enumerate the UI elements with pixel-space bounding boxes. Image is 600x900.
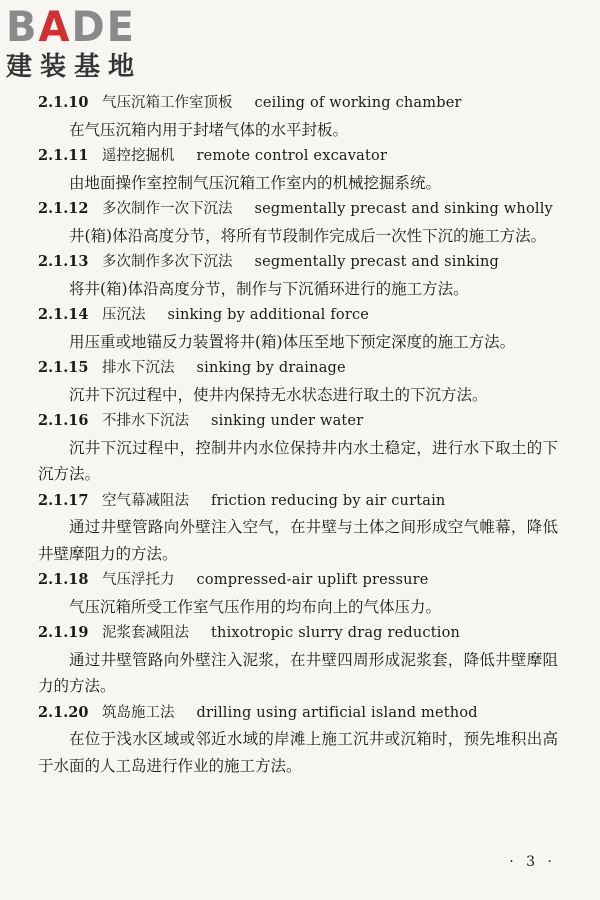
term-chinese: 遥控挖掘机 [102,148,175,164]
logo-subtitle: 建装基地 [6,52,143,82]
term-heading [38,143,558,170]
term-english: friction reducing by air curtain [211,492,446,509]
term-number: 2.1.10 [38,94,89,111]
term-chinese: 多次制作多次下沉法 [102,254,233,270]
term-heading [38,355,558,382]
term-entry [38,143,558,196]
term-definition: 气压沉箱所受工作室气压作用的均布向上的气体压力。 [69,597,442,616]
term-heading [38,488,558,515]
term-definition: 沉井下沉过程中，控制井内水位保持井内水土稳定，进行水下取土的下沉方法。 [38,438,558,483]
term-heading [38,620,558,647]
term-heading [38,249,558,276]
term-chinese: 气压浮托力 [102,572,175,588]
term-heading [38,302,558,329]
term-number: 2.1.11 [38,147,89,164]
term-number: 2.1.12 [38,200,89,217]
term-chinese: 压沉法 [102,307,146,323]
term-heading [38,567,558,594]
term-number: 2.1.13 [38,253,89,270]
term-number: 2.1.19 [38,624,89,641]
term-definition: 沉井下沉过程中，使井内保持无水状态进行取土的下沉方法。 [69,385,488,404]
term-english: thixotropic slurry drag reduction [211,625,461,641]
term-number: 2.1.15 [38,359,89,376]
term-definition: 由地面操作室控制气压沉箱工作室内的机械挖掘系统。 [69,173,442,192]
term-english: sinking by additional force [167,307,370,323]
term-definition: 将井(箱)体沿高度分节，制作与下沉循环进行的施工方法。 [69,279,469,298]
term-chinese: 气压沉箱工作室顶板 [102,95,233,111]
term-chinese: 空气幕减阻法 [102,492,189,509]
term-definition: 通过井壁管路向外壁注入空气，在井壁与土体之间形成空气帷幕，降低井壁摩阻力的方法。 [38,518,558,563]
bade-logo [6,4,176,86]
term-number: 2.1.16 [38,412,89,429]
term-english: segmentally precast and sinking wholly [254,201,553,217]
logo-wordmark: BADE [6,2,136,52]
page-number: · 3 · [509,854,556,870]
term-heading [38,196,558,223]
term-chinese: 多次制作一次下沉法 [102,201,233,217]
term-number: 2.1.20 [38,703,89,721]
term-chinese: 泥浆套减阻法 [102,625,189,641]
term-chinese: 排水下沉法 [102,360,175,376]
term-heading [38,90,558,117]
term-english: sinking under water [211,413,364,429]
term-chinese: 不排水下沉法 [102,413,189,429]
term-english: remote control excavator [196,148,388,164]
term-definition: 在气压沉箱内用于封堵气体的水平封板。 [69,120,349,139]
term-heading [38,700,558,727]
term-english: sinking by drainage [196,360,346,376]
term-entry [38,90,558,143]
term-definition: 用压重或地锚反力装置将井(箱)体压至地下预定深度的施工方法。 [69,332,516,351]
term-definition: 通过井壁管路向外壁注入泥浆，在井壁四周形成泥浆套，降低井壁摩阻力的方法。 [38,650,558,695]
term-number: 2.1.14 [38,306,89,323]
term-entry [38,302,558,355]
term-entry [38,620,558,700]
term-number: 2.1.17 [38,491,89,509]
term-entry [38,488,558,568]
term-english: ceiling of working chamber [254,95,462,111]
term-entry [38,408,558,488]
term-definition: 井(箱)体沿高度分节，将所有节段制作完成后一次性下沉的施工方法。 [69,226,547,245]
term-english: compressed-air uplift pressure [196,572,429,588]
term-definition: 在位于浅水区域或邻近水域的岸滩上施工沉井或沉箱时，预先堆积出高于水面的人工岛进行作业的施工方法。 [38,730,558,775]
term-english: drilling using artificial island method [196,704,478,721]
term-heading [38,408,558,435]
term-number: 2.1.18 [38,571,89,588]
term-entry [38,700,558,780]
document-body [38,90,558,779]
term-entry [38,196,558,249]
term-entry [38,249,558,302]
term-chinese: 筑岛施工法 [102,704,175,721]
term-english: segmentally precast and sinking [254,254,499,270]
term-entry [38,567,558,620]
term-entry [38,355,558,408]
